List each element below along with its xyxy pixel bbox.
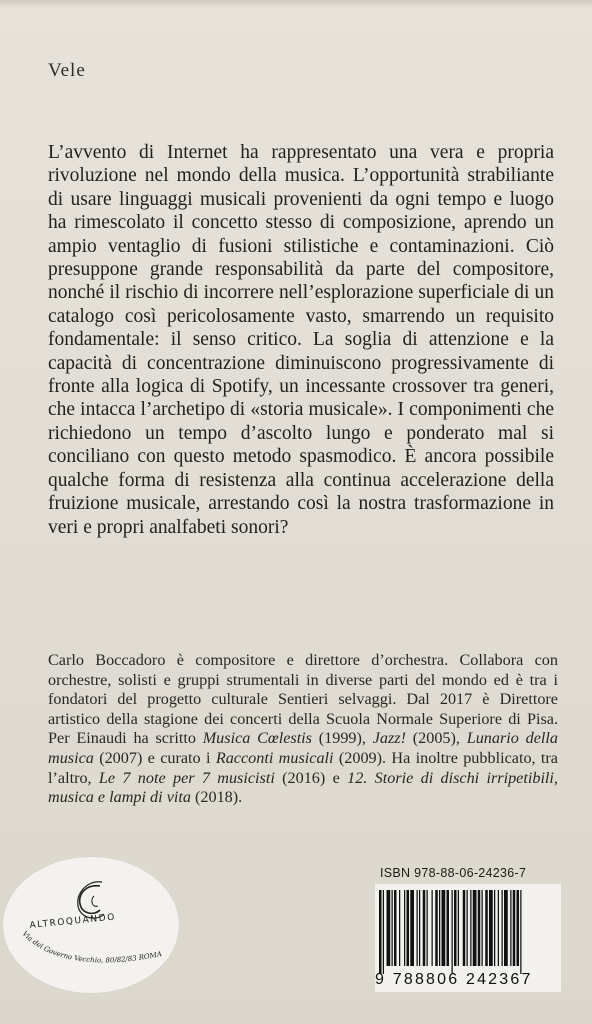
book-title-racconti: Racconti musicali bbox=[215, 748, 334, 767]
isbn-label: ISBN 978-88-06-24236-7 bbox=[380, 866, 527, 880]
sticker-brand: ALTROQUANDO bbox=[29, 912, 117, 931]
barcode-bar bbox=[504, 890, 508, 966]
barcode-bar bbox=[392, 890, 393, 966]
barcode-bar bbox=[439, 890, 440, 966]
barcode-bar bbox=[517, 890, 520, 966]
barcode-bar bbox=[383, 890, 384, 974]
barcode-bar bbox=[435, 890, 438, 966]
barcode-bar bbox=[513, 890, 516, 966]
publisher-logo bbox=[2, 856, 180, 994]
barcode-bar bbox=[379, 890, 382, 974]
bio-part-3: (2005), bbox=[405, 729, 467, 748]
barcode-bar bbox=[404, 890, 405, 966]
bio-part-6: (2016) e bbox=[274, 768, 348, 787]
barcode-bar bbox=[458, 890, 459, 966]
barcode-bar bbox=[494, 890, 495, 966]
barcode-bar bbox=[432, 890, 433, 966]
barcode-bar bbox=[447, 890, 450, 966]
blurb bbox=[48, 141, 554, 539]
author-bio-text bbox=[48, 651, 558, 808]
barcode-bar bbox=[423, 890, 426, 966]
bio-part-7: (2018). bbox=[190, 788, 243, 807]
barcode-bar bbox=[407, 890, 410, 966]
sticker-address: Via del Governo Vecchio, 80/82/83 ROMA bbox=[20, 929, 163, 965]
book-title-7-note: Le 7 note per 7 musicisti bbox=[98, 768, 275, 787]
barcode-bar bbox=[498, 890, 499, 966]
barcode-bar bbox=[399, 890, 400, 966]
author-bio bbox=[48, 651, 558, 808]
barcode-bar bbox=[419, 890, 420, 966]
barcode-bar bbox=[510, 890, 511, 966]
book-title-12-storie: 12. Storie di dischi irripetibili, musica e lampi di vita bbox=[48, 768, 558, 807]
barcode-bar bbox=[410, 890, 414, 966]
barcode-bar bbox=[452, 890, 453, 974]
barcode-bar bbox=[417, 890, 418, 966]
barcode-bar bbox=[470, 890, 471, 966]
barcode-bar bbox=[394, 890, 397, 966]
barcode-bar bbox=[454, 890, 457, 966]
barcode-digits: 9 788806 242367 bbox=[375, 971, 533, 988]
barcode-bar bbox=[442, 890, 446, 966]
barcode-bar bbox=[502, 890, 503, 966]
bio-part-4: (2007) e curato i bbox=[93, 748, 216, 767]
barcode-bar bbox=[485, 890, 488, 966]
cover-edge bbox=[0, 0, 592, 8]
barcode-bar bbox=[387, 890, 391, 966]
barcode-bar bbox=[463, 890, 466, 966]
barcode-bar bbox=[520, 890, 521, 974]
book-title-jazz: Jazz! bbox=[372, 729, 406, 748]
barcode-bar bbox=[478, 890, 481, 966]
bio-part-2: (1999), bbox=[311, 729, 373, 748]
barcode-bar bbox=[489, 890, 493, 966]
blurb-text: L’avvento di Internet ha rappresentato una vera e propria rivoluzione nel mondo della musica. L’opportunità strabiliante di usare linguaggi musicali provenienti da ogni tempo e luogo ha rimescolato il concetto stesso di composizione, aprendo un ampio ventaglio di fusioni stilistiche e contaminazioni. Ciò presuppone grande responsabilità da parte del compositore, nonché il rischio di incorrere nell’esplorazione superficiale di un catalogo così pericolosamente vasto, smarrendo un requisito fondamentale: il senso critico. La soglia di attenzione e la capacità di concentrazione diminuiscono progressivamente di fronte alla logica di Spotify, un incessante crossover tra generi, che intacca l’archetipo di «storia musicale». I componimenti che richiedono un tempo d’ascolto lungo e ponderato mal si conciliano con questo metodo spasmodico. È ancora possibile qualche forma di resistenza alla continua accelerazione della fruizione musicale, arrestando così la nostra trasformazione in veri e propri analfabeti sonori? bbox=[48, 142, 554, 538]
publisher-sticker bbox=[2, 856, 180, 994]
barcode-bar bbox=[427, 890, 428, 966]
book-title-musica-coelestis: Musica Cœlestis bbox=[202, 729, 312, 748]
barcode-bar bbox=[482, 890, 483, 966]
barcode-bar bbox=[473, 890, 477, 966]
bio-part-5: (2009). Ha inoltre pubblicato, tra l’altro, bbox=[48, 748, 558, 787]
bio-part-1: Carlo Boccadoro è compositore e direttore d’orchestra. Collabora con orchestre, solisti e gruppi strumentali in diverse parti del mondo ed è tra i fondatori del progetto culturale Sentieri selvaggi. Dal 2017 è Direttore artistico della stagione dei concerti della Scuola Normale Superiore di Pisa. Per Einaudi ha scritto bbox=[48, 651, 558, 748]
book-title-lunario: Lunario della musica bbox=[48, 729, 559, 767]
series-name: Vele bbox=[48, 60, 86, 81]
barcode-bar bbox=[467, 890, 468, 966]
